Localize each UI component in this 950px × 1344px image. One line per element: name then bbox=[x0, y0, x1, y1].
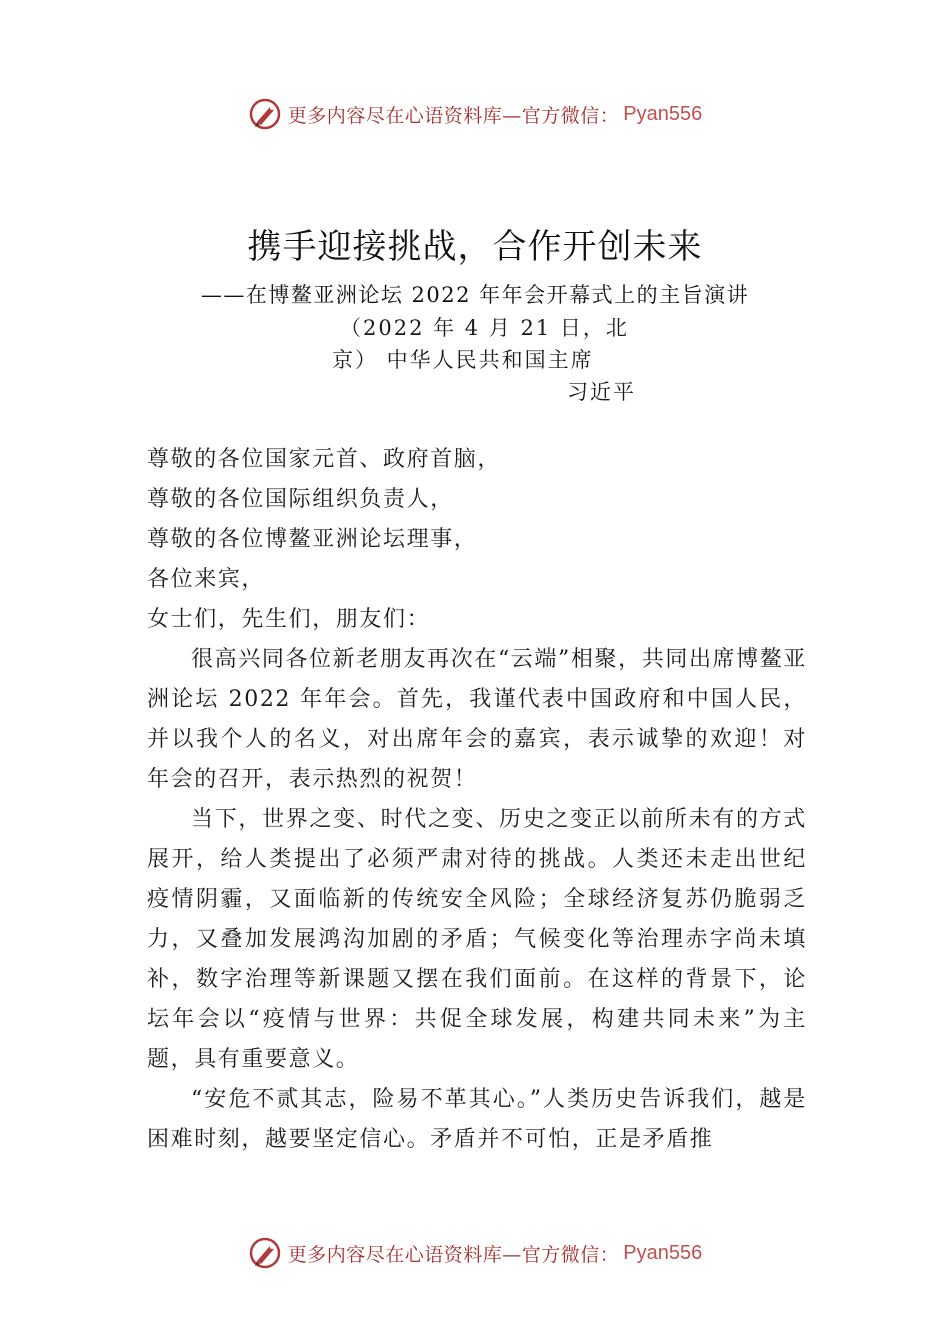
speech-dateline-line1: （2022 年 4 月 21 日，北 bbox=[340, 316, 629, 340]
salutation-line: 尊敬的各位国家元首、政府首脑， bbox=[147, 447, 502, 472]
speaker-name: 习近平 bbox=[567, 380, 636, 404]
pen-logo-icon bbox=[248, 97, 282, 131]
salutation-line: 尊敬的各位博鳌亚洲论坛理事， bbox=[147, 527, 478, 552]
salutation-line: 各位来宾， bbox=[147, 567, 266, 592]
body-paragraph: 很高兴同各位新老朋友再次在“云端”相聚，共同出席博鳌亚洲论坛 2022 年年会。首先，我谨代表中国政府和中国人民，并以我个人的名义，对出席年会的嘉宾，表示诚挚的欢迎！对年会的召开，表示热烈的祝贺！ bbox=[147, 647, 807, 792]
pen-logo-icon bbox=[248, 1236, 282, 1270]
salutation-line: 尊敬的各位国际组织负责人， bbox=[147, 487, 454, 512]
speech-body bbox=[147, 440, 807, 1160]
body-paragraph: “安危不贰其志，险易不革其心。”人类历史告诉我们，越是困难时刻，越要坚定信心。矛盾并不可怕，正是矛盾推 bbox=[147, 1087, 807, 1152]
speech-dateline-line2: 京） 中华人民共和国主席 bbox=[332, 348, 594, 372]
watermark-banner-top bbox=[0, 94, 950, 134]
watermark-account: Pyan556 bbox=[623, 102, 703, 125]
watermark-banner-bottom bbox=[0, 1233, 950, 1273]
watermark-text: 更多内容尽在心语资料库—官方微信： bbox=[287, 1243, 620, 1266]
watermark-text: 更多内容尽在心语资料库—官方微信： bbox=[287, 104, 620, 127]
watermark-account: Pyan556 bbox=[623, 1241, 703, 1264]
salutation-line: 女士们，先生们，朋友们： bbox=[147, 607, 431, 632]
speech-subtitle: ——在博鳌亚洲论坛 2022 年年会开幕式上的主旨演讲 bbox=[200, 283, 750, 307]
body-paragraph: 当下，世界之变、时代之变、历史之变正以前所未有的方式展开，给人类提出了必须严肃对待的挑战。人类还未走出世纪疫情阴霾，又面临新的传统安全风险；全球经济复苏仍脆弱乏力，又叠加发展鸿沟加剧的矛盾；气候变化等治理赤字尚未填补，数字治理等新课题又摆在我们面前。在这样的背景下，论坛年会以“疫情与世界：共促全球发展，构建共同未来”为主题，具有重要意义。 bbox=[147, 807, 807, 1072]
speech-title: 携手迎接挑战，合作开创未来 bbox=[247, 227, 703, 267]
